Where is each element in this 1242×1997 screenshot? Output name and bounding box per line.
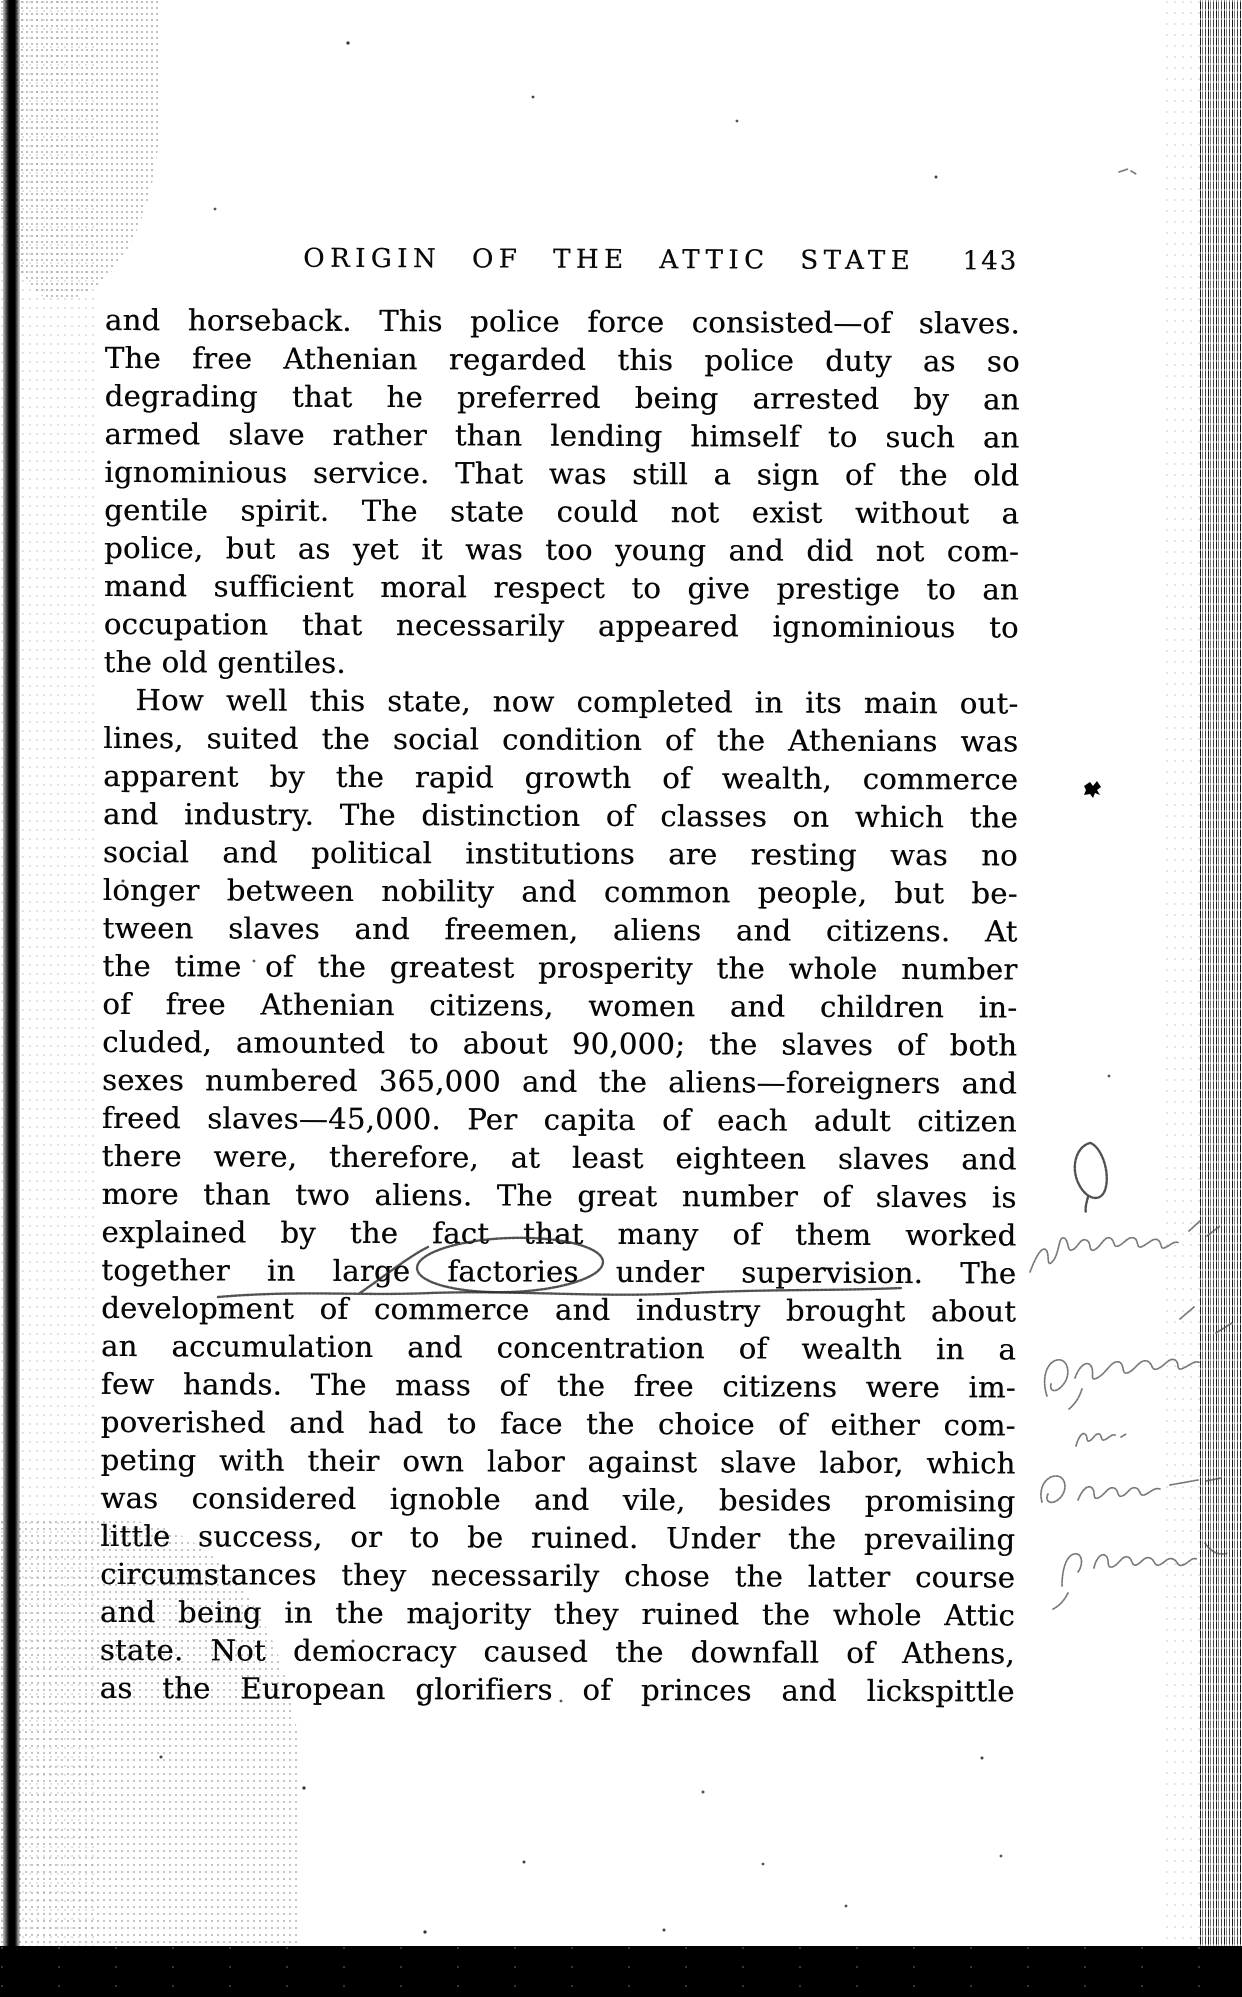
text-line: circumstances they necessarily chose the latter course bbox=[100, 1556, 1016, 1595]
text-line: ignominious service. That was still a sign of the old bbox=[104, 454, 1020, 493]
text-line: freed slaves—45,000. Per capita of each adult citizen bbox=[101, 1100, 1017, 1139]
text-line: degrading that he preferred being arrested by an bbox=[104, 378, 1020, 417]
text-line: of free Athenian citizens, women and children in- bbox=[102, 986, 1018, 1025]
page-number: 143 bbox=[962, 246, 1019, 277]
text-line: mand sufficient moral respect to give prestige to an bbox=[103, 568, 1019, 607]
text-line: social and political institutions are resting was no bbox=[102, 834, 1018, 873]
text-line: and industry. The distinction of classes on which the bbox=[102, 796, 1019, 835]
text-line: armed slave rather than lending himself to such an bbox=[104, 416, 1020, 455]
text-line: peting with their own labor against slave labor, which bbox=[100, 1442, 1016, 1481]
text-line: sexes numbered 365,000 and the aliens—foreigners and bbox=[101, 1062, 1018, 1101]
text-line: little success, or to be ruined. Under the prevailing bbox=[100, 1518, 1016, 1557]
body-text bbox=[100, 301, 1020, 1711]
text-line: was considered ignoble and vile, besides promising bbox=[100, 1480, 1016, 1519]
text-line: more than two aliens. The great number of slaves is bbox=[101, 1176, 1017, 1215]
text-line: development of commerce and industry brought about bbox=[101, 1290, 1017, 1329]
page-header bbox=[105, 243, 1020, 283]
text-line: and being in the majority they ruined the whole Attic bbox=[99, 1594, 1016, 1633]
text-line: tween slaves and freemen, aliens and citizens. At bbox=[102, 910, 1018, 949]
text-line: The free Athenian regarded this police duty as so bbox=[104, 340, 1020, 379]
text-line: together in large factories under supervision. The bbox=[101, 1252, 1017, 1291]
text-line: How well this state, now completed in its main out- bbox=[135, 683, 1019, 721]
text-line: police, but as yet it was too young and did not com- bbox=[103, 530, 1020, 569]
text-line: the time of the greatest prosperity the whole number bbox=[102, 948, 1018, 987]
text-line: occupation that necessarily appeared ignominious to bbox=[103, 606, 1019, 645]
text-line: the old gentiles. bbox=[103, 644, 346, 680]
text-line: apparent by the rapid growth of wealth, commerce bbox=[103, 758, 1019, 797]
text-line: cluded, amounted to about 90,000; the slaves of both bbox=[102, 1024, 1018, 1063]
text-line: lines, suited the social condition of the Athenians was bbox=[103, 720, 1019, 759]
text-line: and horseback. This police force consisted—of slaves. bbox=[104, 302, 1020, 341]
text-line: gentile spirit. The state could not exist without a bbox=[104, 492, 1020, 531]
text-line: as the European glorifiers of princes and lickspittle bbox=[99, 1670, 1015, 1709]
text-line: there were, therefore, at least eighteen slaves and bbox=[101, 1138, 1017, 1177]
text-line: longer between nobility and common people, but be- bbox=[102, 872, 1018, 911]
running-title: ORIGIN OF THE ATTIC STATE bbox=[303, 243, 916, 277]
text-line: explained by the fact that many of them worked bbox=[101, 1214, 1017, 1253]
text-line: poverished and had to face the choice of either com- bbox=[100, 1404, 1016, 1443]
text-line: an accumulation and concentration of wealth in a bbox=[100, 1328, 1017, 1367]
text-line: state. Not democracy caused the downfall of Athens, bbox=[99, 1632, 1015, 1671]
text-line: few hands. The mass of the free citizens were im- bbox=[100, 1366, 1016, 1405]
